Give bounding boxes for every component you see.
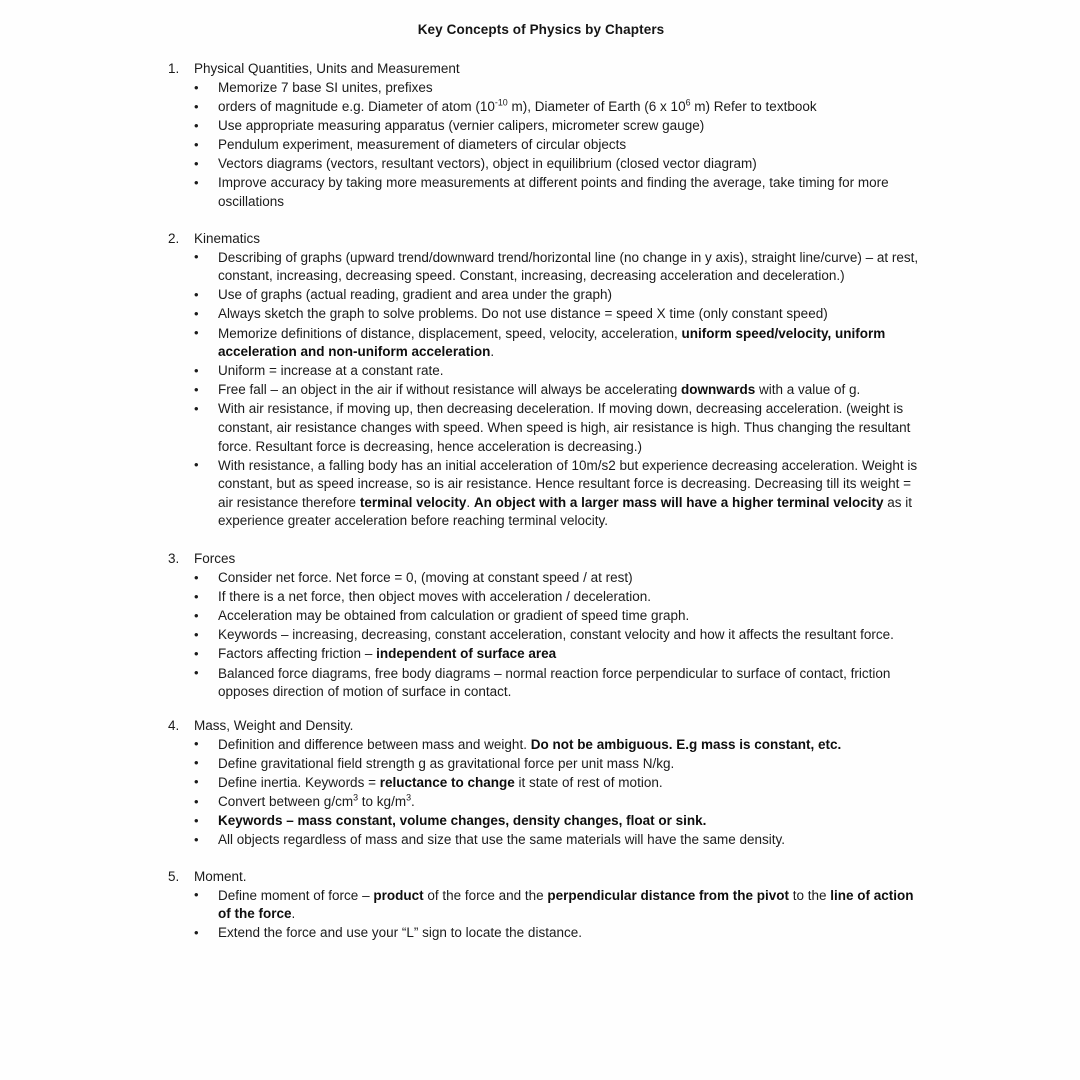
list-item: • Memorize definitions of distance, displacement, speed, velocity, acceleration, uniform speed/velocity, uniform acceleration and non-uniform acceleration. (190, 325, 920, 362)
section-title: Kinematics (194, 230, 261, 246)
list-item: • With resistance, a falling body has an initial acceleration of 10m/s2 but experience decreasing acceleration. Weight is constant, but as speed increase, so is air resistance. Hence resultant force is decreasing. Decreasing till its weight = air resistance therefore terminal velocity. An object with a larger mass will have a higher terminal velocity as it experience greater acceleration before reaching terminal velocity. (190, 457, 920, 531)
section-heading (168, 549, 920, 568)
section-heading (168, 716, 920, 735)
list-item: • Factors affecting friction – independent of surface area (190, 645, 920, 664)
list-item: • Improve accuracy by taking more measurements at different points and finding the average, take timing for more oscillations (190, 174, 920, 211)
section-spacer (168, 216, 920, 229)
list-item: • Balanced force diagrams, free body diagrams – normal reaction force perpendicular to surface of contact, friction opposes direction of motion of surface in contact. (190, 665, 920, 702)
list-item: • orders of magnitude e.g. Diameter of atom ($10^{-10}$ m), Diameter of Earth (6 x $10^6$ m) Refer to textbook (190, 98, 920, 117)
list-item: • With air resistance, if moving up, then decreasing deceleration. If moving down, decreasing acceleration. (weight is constant, air resistance changes with speed. When speed is high, air resistance is high. Thus changing the resultant force. Resultant force is decreasing, hence acceleration is decreasing.) (190, 400, 920, 456)
section-heading (168, 59, 920, 78)
section-number: 3. (168, 551, 180, 567)
list-item: • Keywords – increasing, decreasing, constant acceleration, constant velocity and how it affects the resultant force. (190, 626, 920, 645)
section-title: Forces (194, 551, 236, 567)
section-3 (168, 549, 920, 702)
section-spacer (168, 854, 920, 867)
list-item: • Use appropriate measuring apparatus (vernier calipers, micrometer screw gauge) (190, 117, 920, 136)
section-4 (168, 716, 920, 850)
list-item: • Definition and difference between mass and weight. Do not be ambiguous. E.g mass is constant, etc. (190, 736, 920, 755)
section-4-bullet-list (168, 736, 920, 850)
list-item: • Use of graphs (actual reading, gradient and area under the graph) (190, 286, 920, 305)
list-item: • Free fall – an object in the air if without resistance will always be accelerating downwards with a value of g. (190, 381, 920, 400)
section-2 (168, 229, 920, 531)
list-item: • Memorize 7 base SI unites, prefixes (190, 79, 920, 98)
list-item: • Uniform = increase at a constant rate. (190, 362, 920, 381)
section-spacer (168, 535, 920, 549)
section-5-bullet-list (168, 887, 920, 943)
list-item: • All objects regardless of mass and size that use the same materials will have the same density. (190, 831, 920, 850)
section-spacer (168, 706, 920, 716)
list-item: • Always sketch the graph to solve problems. Do not use distance = speed X time (only constant speed) (190, 305, 920, 324)
list-item: • Vectors diagrams (vectors, resultant vectors), object in equilibrium (closed vector diagram) (190, 155, 920, 174)
section-heading (168, 867, 920, 886)
list-item: • Pendulum experiment, measurement of diameters of circular objects (190, 136, 920, 155)
section-2-bullet-list (168, 249, 920, 531)
list-item: • Consider net force. Net force = 0, (moving at constant speed / at rest) (190, 569, 920, 588)
section-1-bullet-list (168, 79, 920, 212)
section-number: 1. (168, 61, 180, 76)
section-5 (168, 867, 920, 943)
page-title: Key Concepts of Physics by Chapters (417, 22, 665, 37)
list-item: • Keywords – mass constant, volume changes, density changes, float or sink. (190, 812, 920, 831)
list-item: • Describing of graphs (upward trend/downward trend/horizontal line (no change in y axis), straight line/curve) – at rest, constant, increasing, decreasing speed. Constant, increasing, decreasing acceleration and deceleration.) (190, 249, 920, 286)
list-item: • Define gravitational field strength g as gravitational force per unit mass N/kg. (190, 755, 920, 774)
list-item: • Extend the force and use your “L” sign to locate the distance. (190, 924, 920, 943)
section-heading (168, 229, 920, 248)
list-item: • Acceleration may be obtained from calculation or gradient of speed time graph. (190, 607, 920, 626)
section-title: Mass, Weight and Density. (194, 717, 354, 733)
section-1 (168, 59, 920, 212)
section-number: 5. (168, 868, 180, 884)
list-item: • If there is a net force, then object moves with acceleration / deceleration. (190, 588, 920, 607)
list-item: • Define moment of force – product of the force and the perpendicular distance from the pivot to the line of action of the force. (190, 887, 920, 924)
section-title: Moment. (194, 868, 247, 884)
section-3-bullet-list (168, 569, 920, 702)
list-item: • Define inertia. Keywords = reluctance to change it state of rest of motion. (190, 774, 920, 793)
section-number: 2. (168, 230, 180, 246)
list-item: • Convert between $g/cm^3$ to $kg/m^3$. (190, 793, 920, 812)
section-number: 4. (168, 717, 180, 733)
section-title: Physical Quantities, Units and Measurement (194, 61, 460, 76)
